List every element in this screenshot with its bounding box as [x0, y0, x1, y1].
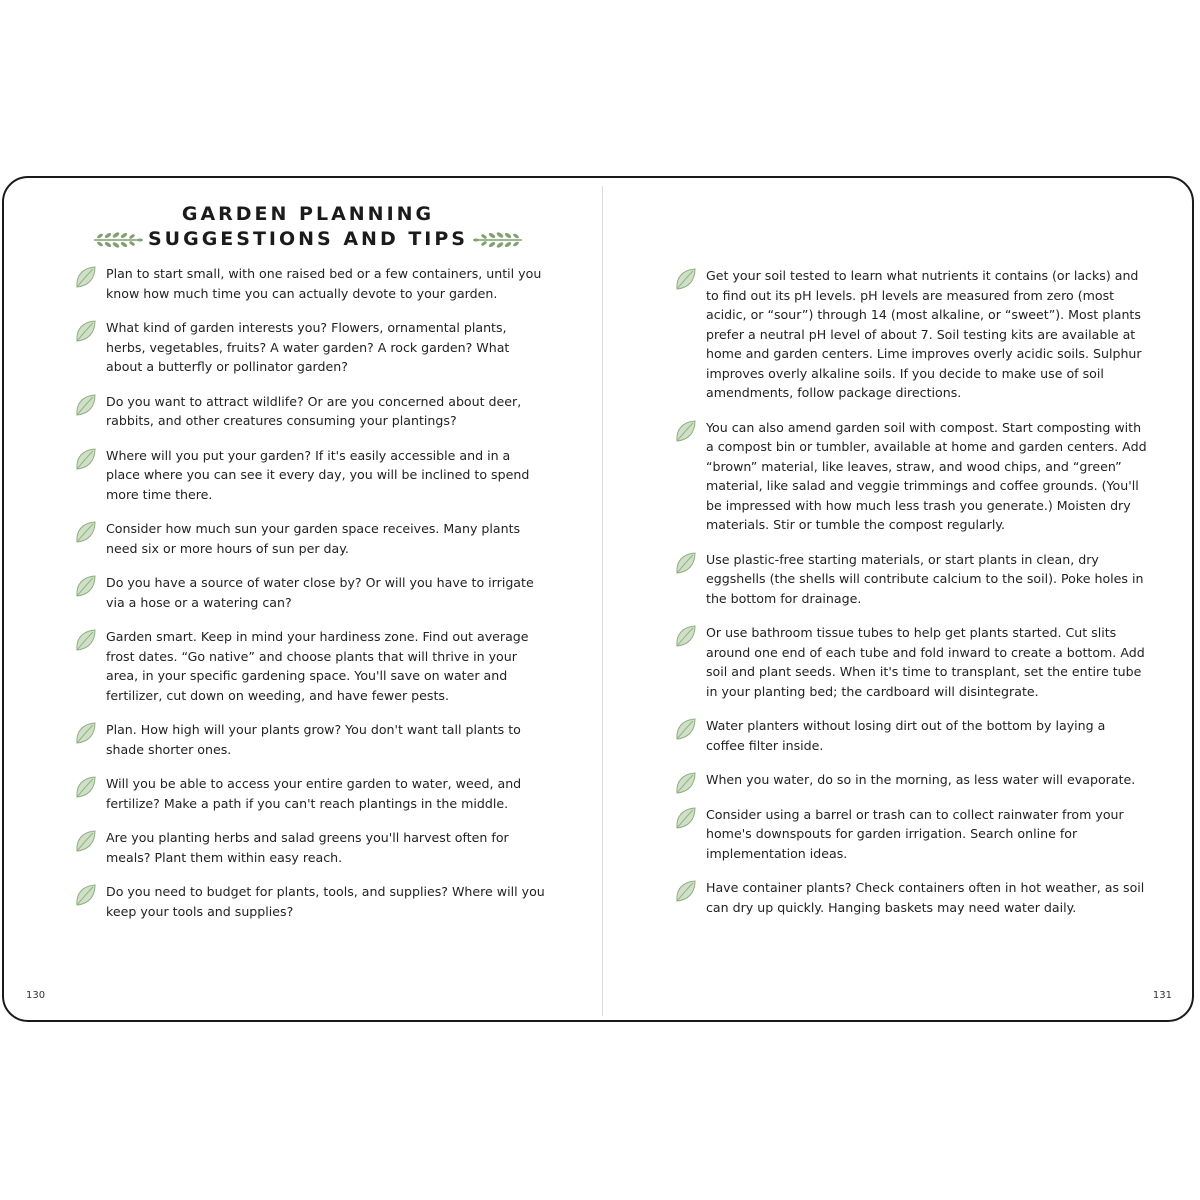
tip-text: Are you planting herbs and salad greens you'll harvest often for meals? Plant them within easy reach. — [106, 830, 509, 865]
leaf-icon — [72, 828, 98, 854]
leaf-icon — [672, 770, 698, 796]
tip-item — [70, 720, 548, 759]
tip-item — [670, 770, 1148, 790]
right-tips-list — [670, 266, 1148, 932]
tip-text: Plan to start small, with one raised bed or a few containers, until you know how much time you can actually devote to your garden. — [106, 266, 542, 301]
leaf-icon — [672, 550, 698, 576]
tip-item — [670, 878, 1148, 917]
leaf-icon — [72, 318, 98, 344]
tip-item — [70, 627, 548, 705]
fern-sprig-icon — [472, 229, 524, 251]
tip-text: Get your soil tested to learn what nutrients it contains (or lacks) and to find out its pH levels. pH levels are measured from zero (most acidic, or “sour”) through 14 (most alkaline, or “sweet”). Most plants prefer a neutral pH level of about 7. Soil testing kits are available at home and garden centers. Lime improves overly acidic soils. Sulphur improves overly alkaline soils. If you decide to make use of soil amendments, follow package directions. — [706, 268, 1142, 400]
tip-item — [70, 828, 548, 867]
tip-text: Water planters without losing dirt out of the bottom by laying a coffee filter inside. — [706, 718, 1106, 753]
leaf-icon — [672, 418, 698, 444]
tip-text: Will you be able to access your entire garden to water, weed, and fertilize? Make a path if you can't reach plantings in the middle. — [106, 776, 522, 811]
leaf-icon — [72, 573, 98, 599]
leaf-icon — [672, 266, 698, 292]
tip-item — [70, 882, 548, 921]
tip-item — [670, 623, 1148, 701]
title-line-1: GARDEN PLANNING — [181, 203, 435, 225]
page-number-right: 131 — [1152, 990, 1172, 1001]
tip-item — [70, 446, 548, 505]
title-line-2: SUGGESTIONS AND TIPS — [148, 228, 468, 250]
tip-text: Or use bathroom tissue tubes to help get plants started. Cut slits around one end of each tube and fold inward to create a bottom. Add soil and plant seeds. When it's time to transplant, set the entire tube in your planting bed; the cardboard will disintegrate. — [706, 625, 1145, 699]
fern-sprig-icon — [92, 229, 144, 251]
tip-text: What kind of garden interests you? Flowers, ornamental plants, herbs, vegetables, fruits? A water garden? A rock garden? What about a butterfly or pollinator garden? — [106, 320, 510, 374]
leaf-icon — [72, 446, 98, 472]
tip-text: Garden smart. Keep in mind your hardiness zone. Find out average frost dates. “Go native” and choose plants that will thrive in your area, in your specific gardening space. You'll save on water and fertilizer, cut down on weeding, and have fewer pests. — [106, 629, 529, 703]
leaf-icon — [672, 716, 698, 742]
tip-text: You can also amend garden soil with compost. Start composting with a compost bin or tumbler, available at home and garden centers. Add “brown” material, like leaves, straw, and wood chips, and “green” material, like salad and veggie trimmings and coffee grounds. (You'll be impressed with how much less trash you generate.) Moisten dry materials. Stir or tumble the compost regularly. — [706, 419, 1147, 532]
tip-text: Do you have a source of water close by? Or will you have to irrigate via a hose or a watering can? — [106, 575, 534, 610]
tip-item — [70, 573, 548, 612]
page-title — [68, 202, 548, 252]
tip-item — [70, 392, 548, 431]
tip-item — [70, 774, 548, 813]
leaf-icon — [672, 878, 698, 904]
leaf-icon — [672, 623, 698, 649]
tip-item — [670, 550, 1148, 609]
tip-item — [670, 805, 1148, 864]
tip-item — [670, 266, 1148, 403]
tip-item — [70, 519, 548, 558]
page-gutter — [602, 186, 603, 1016]
leaf-icon — [72, 519, 98, 545]
tip-text: When you water, do so in the morning, as less water will evaporate. — [706, 772, 1136, 787]
tip-text: Where will you put your garden? If it's easily accessible and in a place where you can see it every day, you will be inclined to spend more time there. — [106, 447, 530, 502]
tip-text: Have container plants? Check containers often in hot weather, as soil can dry up quickly. Hanging baskets may need water daily. — [706, 880, 1145, 915]
tip-item — [670, 418, 1148, 535]
tip-item — [70, 264, 548, 303]
tip-text: Consider how much sun your garden space receives. Many plants need six or more hours of sun per day. — [106, 521, 521, 556]
page-number-left: 130 — [26, 990, 46, 1001]
tip-item — [70, 318, 548, 377]
leaf-icon — [72, 264, 98, 290]
tip-text: Do you want to attract wildlife? Or are you concerned about deer, rabbits, and other creatures consuming your plantings? — [106, 393, 522, 428]
book-spread — [2, 176, 1194, 1022]
leaf-icon — [72, 392, 98, 418]
left-tips-list — [70, 264, 548, 936]
tip-text: Plan. How high will your plants grow? You don't want tall plants to shade shorter ones. — [106, 722, 521, 757]
tip-text: Consider using a barrel or trash can to collect rainwater from your home's downspouts for garden irrigation. Search online for implementation ideas. — [706, 806, 1124, 861]
leaf-icon — [72, 882, 98, 908]
tip-text: Do you need to budget for plants, tools, and supplies? Where will you keep your tools and supplies? — [106, 884, 545, 919]
leaf-icon — [672, 805, 698, 831]
tip-item — [670, 716, 1148, 755]
title-row — [68, 227, 548, 252]
leaf-icon — [72, 627, 98, 653]
tip-text: Use plastic-free starting materials, or start plants in clean, dry eggshells (the shells will contribute calcium to the soil). Poke holes in the bottom for drainage. — [706, 551, 1144, 606]
leaf-icon — [72, 720, 98, 746]
leaf-icon — [72, 774, 98, 800]
